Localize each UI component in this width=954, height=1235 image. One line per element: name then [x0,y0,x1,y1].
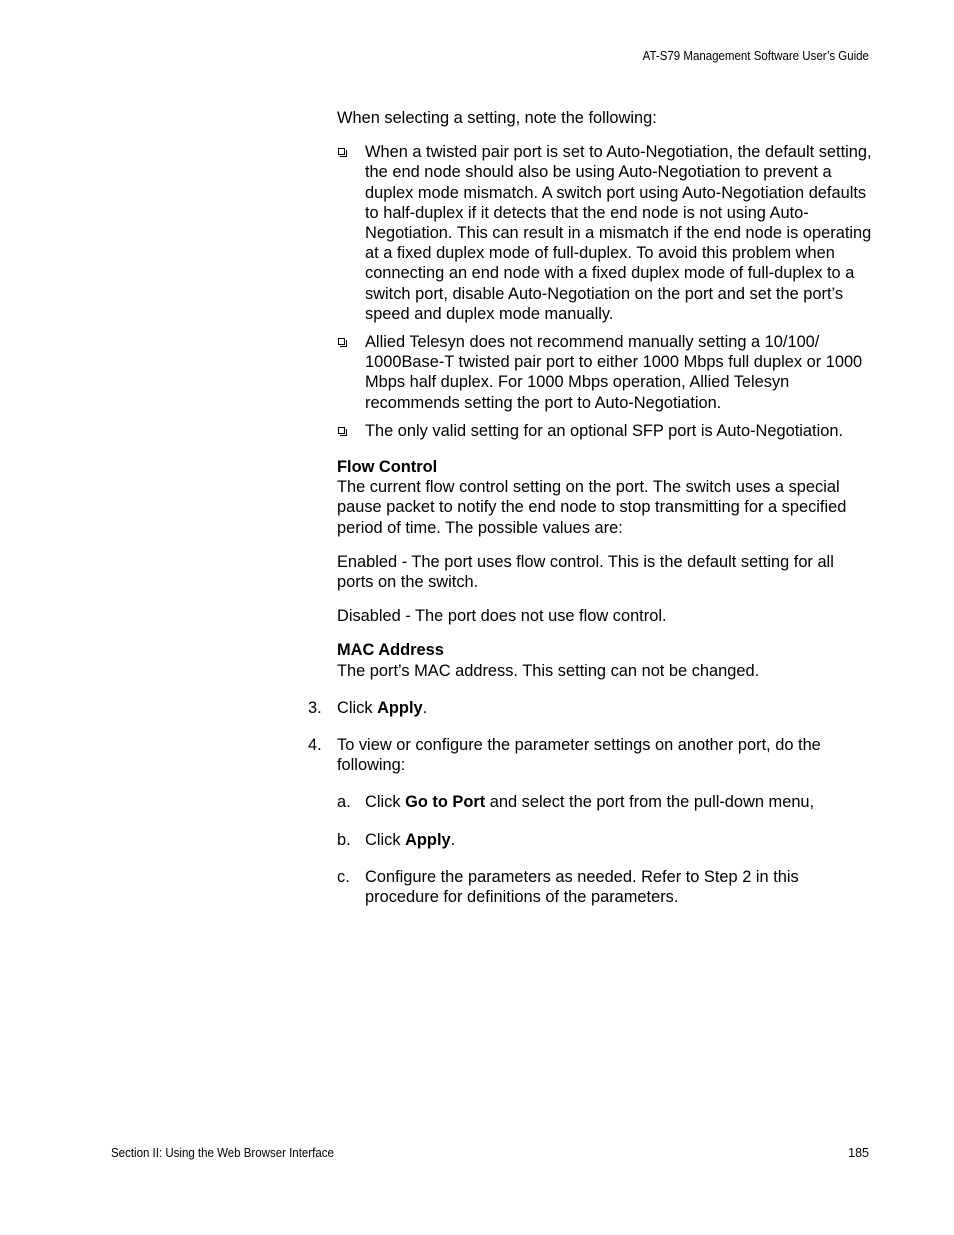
page-content [308,108,872,907]
apply-label: Apply [377,698,423,717]
mac-address-heading: MAC Address [337,641,444,660]
substep-c [337,867,872,907]
flow-control-description: The current flow control setting on the port. The switch uses a special pause packet to notify the end node to stop transmitting for a specified period of time. The possible values are: [337,478,847,537]
substep-letter: c. [337,867,350,886]
go-to-port-label: Go to Port [405,793,486,812]
step-4 [308,735,872,775]
bullet-item [337,332,872,413]
bullet-text: When a twisted pair port is set to Auto-Negotiation, the default setting, the end node should also be using Auto-Negotiation to prevent a duplex mode mismatch. A switch port using Auto-Negotiation defaults to half-duplex if it detects that the end node is not using Auto-Negotiation. This can result in a mismatch if the end node is operating at a fixed duplex mode of full-duplex. To avoid this problem when connecting an end node with a fixed duplex mode of full-duplex to a switch port, disable Auto-Negotiation on the port and set the port’s speed and duplex mode manually. [365,143,872,323]
step-number: 3. [308,698,322,717]
bullet-item [337,421,872,441]
checkbox-bullet-icon [338,427,345,434]
page-header: AT-S79 Management Software User’s Guide [642,49,869,63]
intro-text: When selecting a setting, note the following: [337,109,657,127]
bullet-text: The only valid setting for an optional SFP port is Auto-Negotiation. [365,421,844,440]
bullet-text: Allied Telesyn does not recommend manually setting a 10/100/ 1000Base-T twisted pair port to either 1000 Mbps full duplex or 1000 Mbps half duplex. For 1000 Mbps operation, Allied Telesyn recommends setting the port to Auto-Negotiation. [365,333,863,412]
bullet-item [337,142,872,324]
footer-page-number: 185 [848,1146,869,1160]
flow-control-heading: Flow Control [337,458,438,477]
flow-control-disabled: Disabled - The port does not use flow control. [337,607,667,626]
step-number: 4. [308,736,322,755]
substep-a: a. Click Go to Port and select the port from the pull-down menu, [337,793,815,812]
substep-b: b. Click Apply. [337,830,456,849]
apply-label: Apply [405,830,451,849]
checkbox-bullet-icon [338,338,345,345]
mac-address-description: The port’s MAC address. This setting can not be changed. [337,661,760,680]
substep-letter: a. [337,793,351,812]
bullet-list [337,142,872,441]
step-4-text: To view or configure the parameter settings on another port, do the following: [337,736,821,775]
substep-c-text: Configure the parameters as needed. Refer to Step 2 in this procedure for definitions of the parameters. [365,867,799,907]
checkbox-bullet-icon [338,148,345,155]
step-3: 3. Click Apply. [308,698,428,717]
flow-control-enabled: Enabled - The port uses flow control. This is the default setting for all ports on the switch. [337,552,834,592]
footer-section: Section II: Using the Web Browser Interface [111,1146,334,1160]
substep-letter: b. [337,830,351,849]
